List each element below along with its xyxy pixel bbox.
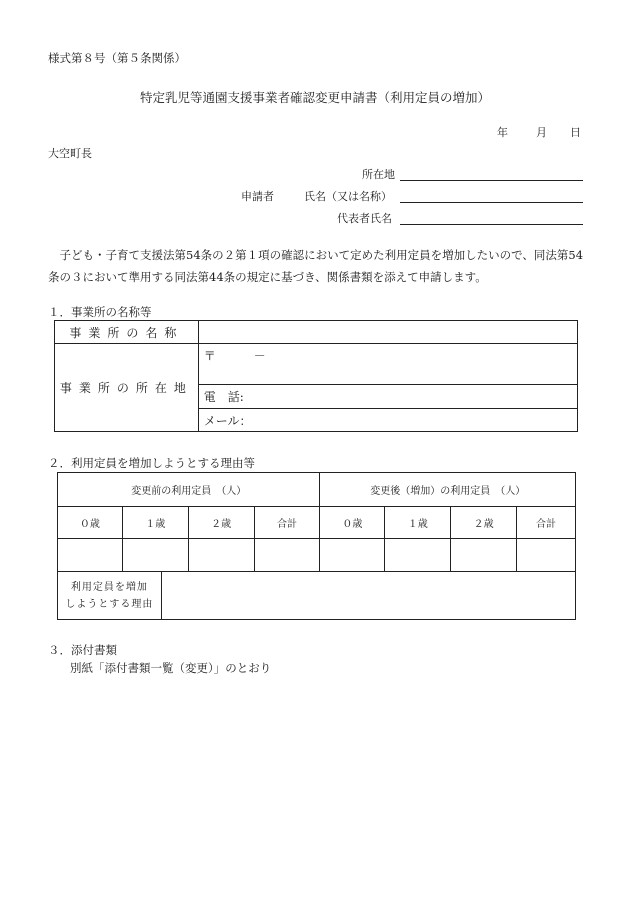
postal-code-field[interactable] bbox=[198, 344, 577, 385]
after-age0-field[interactable] bbox=[320, 539, 385, 572]
form-number: 様式第８号（第５条関係） bbox=[48, 51, 186, 65]
after-age1-field[interactable] bbox=[385, 539, 451, 572]
date-day: 日 bbox=[570, 126, 581, 139]
facility-name-field[interactable] bbox=[198, 321, 577, 344]
postal-dash: － bbox=[253, 349, 266, 363]
col-before-total: 合計 bbox=[254, 507, 320, 539]
before-capacity-header: 変更前の利用定員 （人） bbox=[58, 473, 320, 507]
email-label: メール： bbox=[203, 413, 252, 428]
col-before-age2: ２歳 bbox=[188, 507, 254, 539]
attachment-text: 別紙「添付書類一覧（変更）」のとおり bbox=[70, 661, 272, 675]
after-age2-field[interactable] bbox=[451, 539, 517, 572]
location-field[interactable] bbox=[400, 180, 583, 181]
capacity-table bbox=[57, 472, 576, 572]
document-title: 特定乳児等通園支援事業者確認変更申請書（利用定員の増加） bbox=[139, 90, 490, 105]
col-after-age1: １歳 bbox=[385, 507, 451, 539]
phone-label: 電 話: bbox=[203, 390, 244, 404]
col-after-age2: ２歳 bbox=[451, 507, 517, 539]
before-total-field[interactable] bbox=[254, 539, 320, 572]
email-field[interactable] bbox=[198, 409, 577, 432]
section3-heading: ３．添付書類 bbox=[48, 643, 117, 657]
reason-field[interactable] bbox=[161, 572, 575, 620]
after-capacity-header: 変更後（増加）の利用定員 （人） bbox=[320, 473, 576, 507]
postal-mark: 〒 bbox=[203, 349, 216, 363]
col-after-total: 合計 bbox=[517, 507, 576, 539]
col-before-age0: ０歳 bbox=[58, 507, 123, 539]
body-text: 子ども・子育て支援法第54条の２第１項の確認において定めた利用定員を増加したいので、同法第54条の３において準用する同法第44条の規定に基づき、関係書類を添えて申請します。 bbox=[48, 248, 584, 284]
name-field[interactable] bbox=[400, 202, 583, 203]
section1-heading: １．事業所の名称等 bbox=[48, 305, 152, 319]
before-age1-field[interactable] bbox=[122, 539, 188, 572]
date-month: 月 bbox=[536, 126, 547, 139]
reason-table bbox=[57, 571, 576, 620]
before-age2-field[interactable] bbox=[188, 539, 254, 572]
phone-field[interactable] bbox=[198, 385, 577, 409]
location-label: 所在地 bbox=[362, 168, 395, 181]
col-before-age1: １歳 bbox=[122, 507, 188, 539]
reason-label-line2: しようとする理由 bbox=[65, 598, 154, 610]
section2-heading: ２．利用定員を増加しようとする理由等 bbox=[48, 456, 255, 470]
applicant-role: 申請者 bbox=[241, 190, 274, 203]
date-year: 年 bbox=[497, 126, 508, 139]
facility-address-label: 事業所の所在地 bbox=[55, 344, 199, 432]
facility-name-label: 事業所の名称 bbox=[55, 321, 199, 344]
rep-field[interactable] bbox=[400, 224, 583, 225]
addressee: 大空町長 bbox=[48, 147, 92, 160]
before-age0-field[interactable] bbox=[58, 539, 123, 572]
rep-label: 代表者氏名 bbox=[337, 212, 392, 225]
reason-label bbox=[58, 572, 162, 620]
reason-label-line1: 利用定員を増加 bbox=[70, 581, 148, 593]
after-total-field[interactable] bbox=[517, 539, 576, 572]
col-after-age0: ０歳 bbox=[320, 507, 385, 539]
facility-table bbox=[54, 320, 578, 432]
name-label: 氏名（又は名称） bbox=[304, 190, 392, 203]
